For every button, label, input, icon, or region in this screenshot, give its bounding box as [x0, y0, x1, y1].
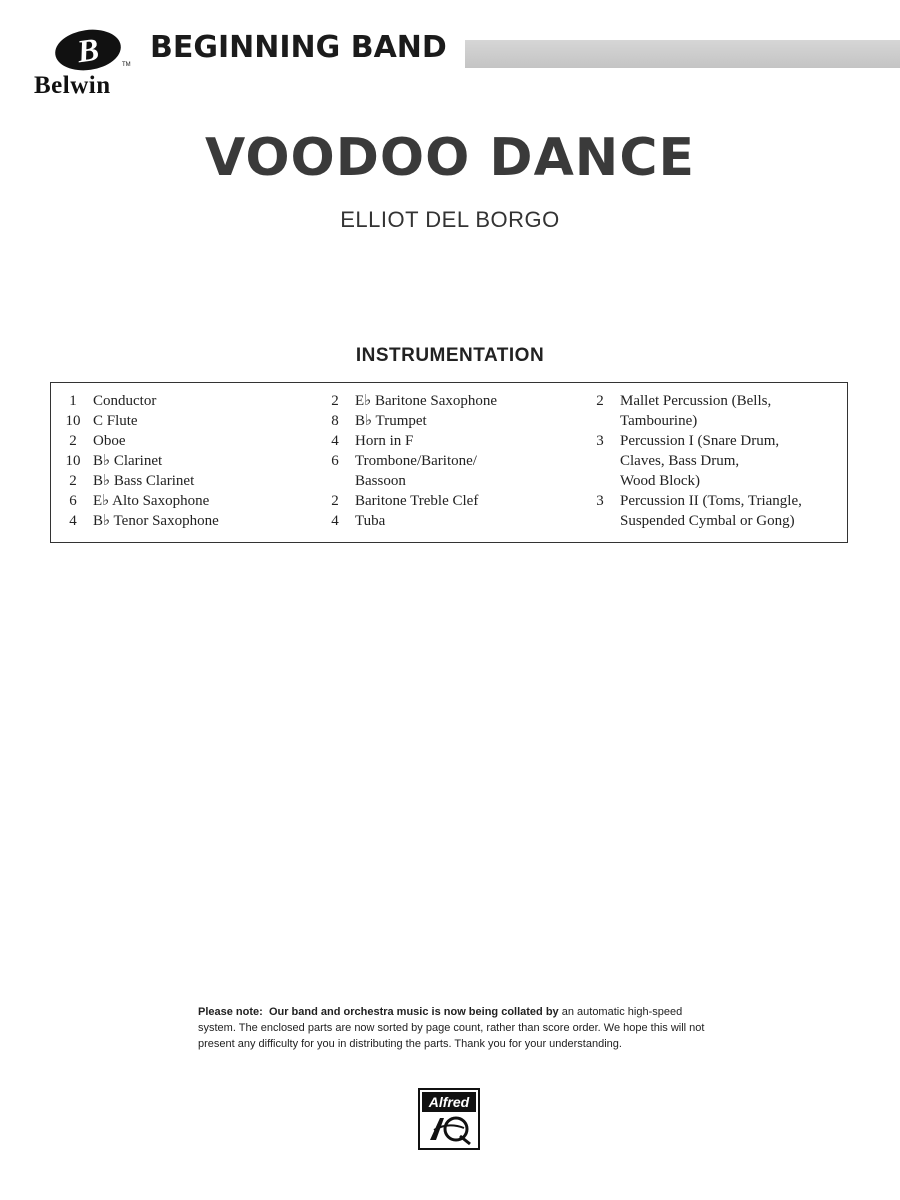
- instrument-name: Percussion II (Toms, Triangle,: [620, 493, 802, 509]
- instrument-qty: 2: [69, 473, 77, 489]
- instrument-row: [321, 391, 571, 411]
- please-note-paragraph: [198, 1004, 718, 1052]
- instrument-name: Mallet Percussion (Bells,: [620, 393, 772, 409]
- belwin-logo-icon: [53, 26, 124, 75]
- instrument-name: Wood Block): [620, 473, 701, 489]
- instrument-row: [586, 471, 846, 491]
- series-title: BEGINNING BAND: [150, 30, 447, 65]
- instrument-qty: 4: [331, 433, 339, 449]
- instrument-row: [586, 391, 846, 411]
- instrument-row: [321, 471, 571, 491]
- instrument-qty: 2: [331, 493, 339, 509]
- instrument-row: [59, 491, 309, 511]
- instrument-qty: [586, 471, 614, 491]
- instrumentation-column-3: [586, 391, 846, 531]
- instrument-name: B♭ Bass Clarinet: [93, 473, 195, 489]
- instrument-qty: 4: [331, 513, 339, 529]
- instrument-qty: [586, 411, 614, 431]
- instrument-row: [586, 431, 846, 451]
- instrument-qty: 2: [69, 433, 77, 449]
- instrument-name: Conductor: [93, 393, 157, 409]
- instrument-row: [59, 431, 309, 451]
- logo-trademark: TM: [122, 62, 131, 68]
- instrument-row: [59, 411, 309, 431]
- instrument-name: Horn in F: [355, 433, 414, 449]
- instrument-row: [59, 451, 309, 471]
- instrument-name: E♭ Baritone Saxophone: [355, 393, 498, 409]
- instrument-qty: 10: [65, 413, 81, 429]
- instrument-name: Tambourine): [620, 413, 698, 429]
- instrument-qty: 8: [331, 413, 339, 429]
- header: [0, 0, 900, 110]
- series-bar: [465, 40, 900, 68]
- instrument-row: [59, 391, 309, 411]
- instrument-row: [586, 491, 846, 511]
- note-text: an automatic high-speed system. The enclosed parts are now sorted by page count, rather than score order. We hope this will not present any difficulty for you in distributing the parts. Thank you for your understanding.: [198, 1006, 705, 1050]
- instrument-row: [321, 511, 571, 531]
- instrument-name: B♭ Tenor Saxophone: [93, 513, 219, 529]
- instrument-name: E♭ Alto Saxophone: [93, 493, 210, 509]
- alfred-logo: [418, 1088, 480, 1150]
- instrument-name: Baritone Treble Clef: [355, 493, 479, 509]
- instrument-row: [321, 411, 571, 431]
- instrument-name: Percussion I (Snare Drum,: [620, 433, 780, 449]
- instrument-row: [321, 451, 571, 471]
- instrument-qty: [586, 511, 614, 531]
- instrumentation-column-2: [321, 391, 571, 531]
- instrument-row: [586, 511, 846, 531]
- instrument-qty: 3: [596, 433, 604, 449]
- instrumentation-heading: INSTRUMENTATION: [355, 345, 545, 366]
- instrument-name: Bassoon: [355, 473, 406, 489]
- instrument-name: Trombone/Baritone/: [355, 453, 477, 469]
- composer-name: ELLIOT DEL BORGO: [340, 207, 560, 232]
- instrument-qty: 1: [69, 393, 77, 409]
- piece-title: VOODOO DANCE: [204, 128, 696, 188]
- instrument-row: [59, 511, 309, 531]
- instrument-qty: [586, 451, 614, 471]
- alfred-emblem-icon: [424, 1114, 474, 1146]
- logo-letter: B: [74, 30, 102, 70]
- instrument-row: [586, 411, 846, 431]
- instrumentation-column-1: [59, 391, 309, 531]
- instrument-qty: 6: [331, 453, 339, 469]
- instrument-row: [321, 431, 571, 451]
- instrument-name: C Flute: [93, 413, 138, 429]
- instrument-name: Suspended Cymbal or Gong): [620, 513, 795, 529]
- instrument-qty: 10: [65, 453, 81, 469]
- logo-wordmark: Belwin: [34, 72, 111, 99]
- instrument-name: Claves, Bass Drum,: [620, 453, 740, 469]
- note-label: Please note:: [198, 1006, 263, 1018]
- instrument-row: [586, 451, 846, 471]
- instrument-qty: 6: [69, 493, 77, 509]
- note-bold-text: Our band and orchestra music is now being collated by: [268, 1006, 559, 1018]
- instrument-name: B♭ Clarinet: [93, 453, 163, 469]
- instrument-name: Oboe: [93, 433, 126, 449]
- instrument-row: [321, 491, 571, 511]
- instrument-name: Tuba: [355, 513, 386, 529]
- instrument-qty: 3: [596, 493, 604, 509]
- instrument-name: B♭ Trumpet: [355, 413, 427, 429]
- instrument-qty: 2: [596, 393, 604, 409]
- instrument-qty: [321, 471, 349, 491]
- instrumentation-box: [50, 382, 848, 543]
- instrument-qty: 4: [69, 513, 77, 529]
- instrument-qty: 2: [331, 393, 339, 409]
- instrument-row: [59, 471, 309, 491]
- alfred-wordmark: Alfred: [422, 1092, 476, 1112]
